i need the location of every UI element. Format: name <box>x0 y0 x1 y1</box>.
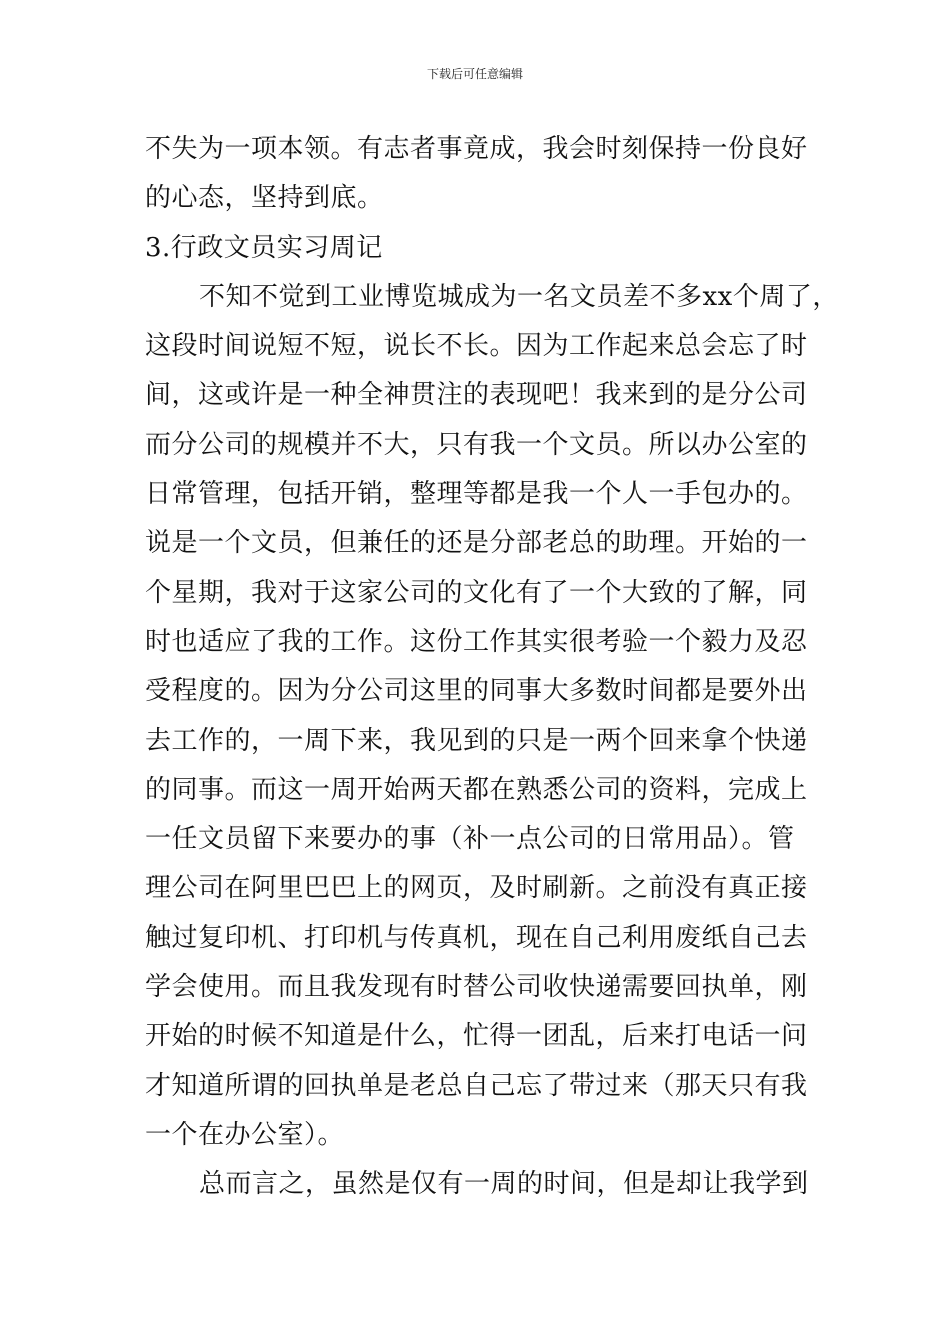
text-line: 触过复印机、打印机与传真机，现在自己利用废纸自己去 <box>145 922 808 953</box>
paragraph-start-line: 不知不觉到工业博览城成为一名文员差不多xx个周了， <box>199 281 839 312</box>
paragraph-start-line: 总而言之，虽然是仅有一周的时间，但是却让我学到 <box>199 1169 809 1200</box>
text-line: 说是一个文员，但兼任的还是分部老总的助理。开始的一 <box>145 528 808 559</box>
section-heading: 3.行政文员实习周记 <box>145 232 383 263</box>
text-line: 的心态，坚持到底。 <box>145 183 384 214</box>
text-line: 一个在办公室）。 <box>145 1119 345 1150</box>
text-line: 日常管理，包括开销，整理等都是我一个人一手包办的。 <box>145 479 808 510</box>
text-line: 间，这或许是一种全神贯注的表现吧！我来到的是分公司 <box>145 380 808 411</box>
text-line: 个星期，我对于这家公司的文化有了一个大致的了解，同 <box>145 577 808 608</box>
page-header: 下载后可任意编辑 <box>426 67 523 81</box>
text-line: 一任文员留下来要办的事（补一点公司的日常用品）。管 <box>145 824 795 855</box>
text-line: 这段时间说短不短，说长不长。因为工作起来总会忘了时 <box>145 331 808 362</box>
document-body <box>145 125 839 1210</box>
text-line: 而分公司的规模并不大，只有我一个文员。所以办公室的 <box>145 429 808 460</box>
text-line: 理公司在阿里巴巴上的网页，及时刷新。之前没有真正接 <box>145 873 808 904</box>
text-line: 学会使用。而且我发现有时替公司收快递需要回执单，刚 <box>145 972 808 1003</box>
text-line: 不失为一项本领。有志者事竟成，我会时刻保持一份良好 <box>145 134 808 164</box>
text-line: 的同事。而这一周开始两天都在熟悉公司的资料，完成上 <box>145 774 808 805</box>
text-line: 受程度的。因为分公司这里的同事大多数时间都是要外出 <box>145 676 808 707</box>
text-line: 去工作的，一周下来，我见到的只是一两个回来拿个快递 <box>145 725 808 756</box>
text-line: 开始的时候不知道是什么，忙得一团乱，后来打电话一问 <box>145 1021 808 1052</box>
text-line: 时也适应了我的工作。这份工作其实很考验一个毅力及忍 <box>145 626 808 657</box>
text-line: 才知道所谓的回执单是老总自己忘了带过来（那天只有我 <box>145 1070 808 1101</box>
